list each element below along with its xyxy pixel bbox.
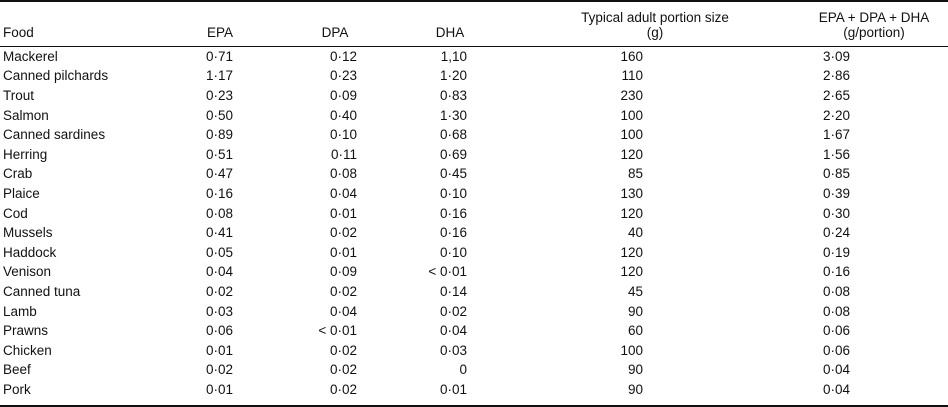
table-row — [0, 263, 948, 283]
food-name-cell: Herring — [3, 146, 48, 162]
total-value-cell: 0·19 — [822, 244, 850, 260]
header-unit-label: (g/portion) — [843, 25, 905, 40]
portion-size-cell: 120 — [620, 146, 643, 162]
dha-value-cell: 0·45 — [439, 166, 467, 182]
table-header — [0, 2, 948, 47]
table-row — [0, 243, 948, 263]
portion-size-cell: 85 — [627, 166, 643, 182]
dha-value-cell: 0·16 — [439, 205, 467, 221]
portion-size-cell: 230 — [620, 87, 643, 103]
table-row — [0, 361, 948, 381]
total-value-cell: 0·04 — [822, 381, 850, 397]
table-row — [0, 282, 948, 302]
header-label: Typical adult portion size — [581, 10, 729, 25]
epa-value-cell: 0·08 — [205, 205, 233, 221]
dpa-value-cell: 0·02 — [329, 362, 357, 378]
dha-value-cell: 0·14 — [439, 283, 467, 299]
epa-value-cell: 0·02 — [205, 362, 233, 378]
table-row — [0, 223, 948, 243]
portion-size-cell: 110 — [621, 68, 643, 84]
portion-size-cell: 45 — [627, 283, 643, 299]
food-name-cell: Prawns — [3, 323, 49, 339]
dha-value-cell: 0 — [459, 362, 467, 378]
food-name-cell: Haddock — [3, 244, 57, 260]
total-value-cell: 2·86 — [822, 68, 850, 84]
dpa-value-cell: 0·23 — [329, 68, 357, 84]
portion-size-cell: 90 — [627, 303, 643, 319]
epa-value-cell: 0·06 — [205, 323, 233, 339]
column-header-food — [0, 2, 160, 47]
portion-size-cell: 40 — [627, 225, 643, 241]
total-value-cell: 0·08 — [822, 283, 850, 299]
food-name-cell: Cod — [3, 205, 28, 221]
portion-size-cell: 90 — [627, 381, 643, 397]
epa-value-cell: 0·01 — [205, 342, 233, 358]
food-name-cell: Trout — [3, 87, 35, 103]
portion-size-cell: 100 — [620, 342, 643, 358]
total-value-cell: 0·30 — [822, 205, 850, 221]
dpa-value-cell: 0·10 — [329, 127, 357, 143]
dha-value-cell: < 0·01 — [428, 264, 467, 280]
portion-size-cell: 100 — [620, 107, 643, 123]
total-value-cell: 0·85 — [822, 166, 850, 182]
header-label: EPA — [206, 25, 233, 40]
dpa-value-cell: 0·04 — [329, 185, 357, 201]
dha-value-cell: 0·01 — [439, 381, 467, 397]
table-row — [0, 106, 948, 126]
dpa-value-cell: 0·09 — [329, 87, 357, 103]
food-name-cell: Beef — [3, 362, 31, 378]
portion-size-cell: 120 — [620, 244, 643, 260]
food-name-cell: Canned tuna — [3, 283, 81, 299]
column-header-portion-size — [510, 2, 800, 47]
column-header-dpa — [280, 2, 390, 47]
epa-value-cell: 0·03 — [205, 303, 233, 319]
dpa-value-cell: 0·08 — [329, 166, 357, 182]
table-row — [0, 165, 948, 185]
epa-value-cell: 0·16 — [205, 185, 233, 201]
table-row — [0, 302, 948, 322]
food-name-cell: Canned sardines — [3, 127, 106, 143]
table-body — [0, 47, 948, 400]
dha-value-cell: 0·10 — [439, 244, 467, 260]
column-header-epa — [160, 2, 280, 47]
food-name-cell: Canned pilchards — [3, 68, 109, 84]
total-value-cell: 0·06 — [822, 323, 850, 339]
column-header-dha — [390, 2, 510, 47]
epa-value-cell: 0·01 — [205, 381, 233, 397]
dpa-value-cell: 0·01 — [329, 244, 357, 260]
header-row — [0, 2, 948, 47]
table-row — [0, 184, 948, 204]
total-value-cell: 0·08 — [822, 303, 850, 319]
dpa-value-cell: 0·02 — [329, 283, 357, 299]
total-value-cell: 0·39 — [822, 185, 850, 201]
total-value-cell: 2·65 — [822, 87, 850, 103]
dpa-value-cell: 0·02 — [329, 342, 357, 358]
dpa-value-cell: 0·12 — [329, 48, 357, 64]
food-name-cell: Venison — [3, 264, 52, 280]
table-row — [0, 67, 948, 87]
epa-value-cell: 1·17 — [205, 68, 233, 84]
fatty-acid-table — [0, 2, 948, 400]
dha-value-cell: 0·16 — [439, 225, 467, 241]
total-value-cell: 1·56 — [822, 146, 850, 162]
dpa-value-cell: 0·02 — [329, 225, 357, 241]
table-row — [0, 380, 948, 400]
dha-value-cell: 0·69 — [439, 146, 467, 162]
header-unit-label: (g) — [646, 25, 664, 40]
dpa-value-cell: 0·04 — [329, 303, 357, 319]
header-label: DHA — [435, 25, 465, 40]
epa-value-cell: 0·23 — [205, 87, 233, 103]
total-value-cell: 0·06 — [822, 342, 850, 358]
table-row — [0, 145, 948, 165]
food-name-cell: Crab — [3, 166, 33, 182]
table-row — [0, 47, 948, 67]
dha-value-cell: 0·02 — [439, 303, 467, 319]
epa-value-cell: 0·50 — [205, 107, 233, 123]
epa-value-cell: 0·71 — [205, 48, 233, 64]
dpa-value-cell: 0·40 — [329, 107, 357, 123]
epa-value-cell: 0·89 — [205, 127, 233, 143]
dha-value-cell: 0·68 — [439, 127, 467, 143]
dpa-value-cell: 0·02 — [329, 381, 357, 397]
epa-value-cell: 0·04 — [205, 264, 233, 280]
table-row — [0, 86, 948, 106]
total-value-cell: 0·16 — [822, 264, 850, 280]
total-value-cell: 0·04 — [822, 362, 850, 378]
portion-size-cell: 120 — [620, 264, 643, 280]
food-name-cell: Plaice — [3, 185, 40, 201]
dpa-value-cell: < 0·01 — [318, 323, 357, 339]
portion-size-cell: 130 — [620, 185, 643, 201]
epa-value-cell: 0·05 — [205, 244, 233, 260]
dha-value-cell: 1,10 — [440, 48, 467, 64]
dpa-value-cell: 0·01 — [329, 205, 357, 221]
portion-size-cell: 160 — [620, 48, 643, 64]
table-row — [0, 341, 948, 361]
dha-value-cell: 0·83 — [439, 87, 467, 103]
food-name-cell: Salmon — [3, 107, 49, 123]
table-row — [0, 204, 948, 224]
header-label: DPA — [321, 25, 349, 40]
food-name-cell: Pork — [3, 381, 31, 397]
header-label: EPA + DPA + DHA — [818, 10, 930, 25]
portion-size-cell: 90 — [627, 362, 643, 378]
dpa-value-cell: 0·09 — [329, 264, 357, 280]
header-label: Food — [3, 25, 34, 40]
total-value-cell: 3·09 — [822, 48, 850, 64]
epa-value-cell: 0·41 — [205, 225, 233, 241]
food-name-cell: Mussels — [3, 225, 53, 241]
dha-value-cell: 0·03 — [439, 342, 467, 358]
dha-value-cell: 0·10 — [439, 185, 467, 201]
dha-value-cell: 0·04 — [439, 323, 467, 339]
dpa-value-cell: 0·11 — [330, 146, 357, 162]
portion-size-cell: 60 — [627, 323, 643, 339]
portion-size-cell: 120 — [620, 205, 643, 221]
table-row — [0, 321, 948, 341]
table-row — [0, 125, 948, 145]
epa-value-cell: 0·47 — [205, 166, 233, 182]
total-value-cell: 0·24 — [822, 225, 850, 241]
epa-value-cell: 0·02 — [205, 283, 233, 299]
epa-value-cell: 0·51 — [205, 146, 233, 162]
column-header-total-epa-dpa-dha — [800, 2, 948, 47]
food-name-cell: Lamb — [3, 303, 37, 319]
dha-value-cell: 1·30 — [439, 107, 467, 123]
dha-value-cell: 1·20 — [439, 68, 467, 84]
total-value-cell: 2·20 — [822, 107, 850, 123]
total-value-cell: 1·67 — [822, 127, 850, 143]
food-name-cell: Chicken — [3, 342, 52, 358]
food-name-cell: Mackerel — [3, 48, 58, 64]
portion-size-cell: 100 — [620, 127, 643, 143]
